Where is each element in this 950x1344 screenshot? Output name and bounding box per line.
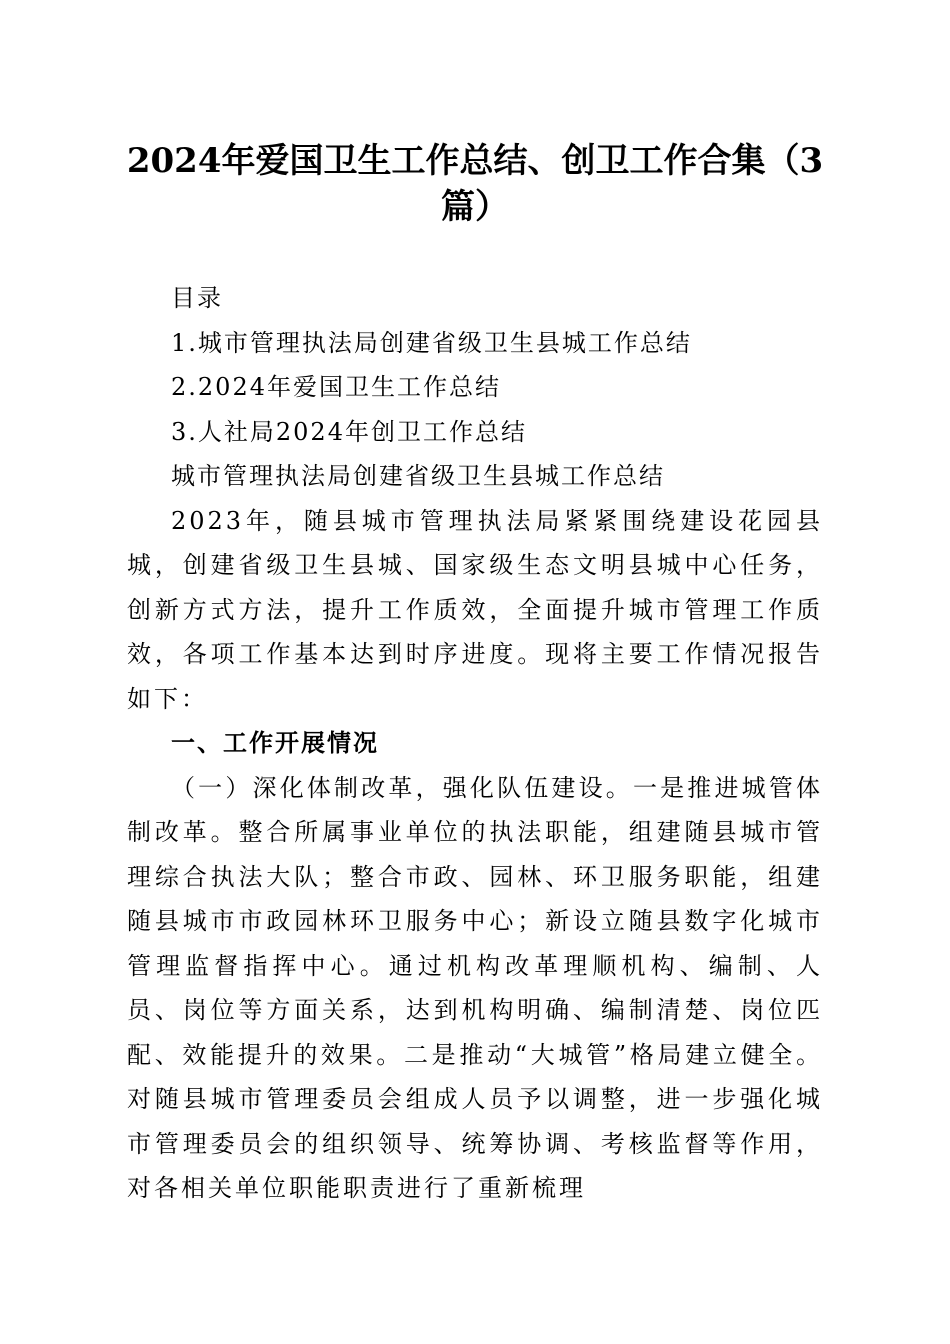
toc-item-1: 1.城市管理执法局创建省级卫生县城工作总结 [171,328,692,357]
heading-work-status: 一、工作开展情况 [171,729,379,757]
document-body [127,276,823,1211]
document-title: 2024年爱国卫生工作总结、创卫工作合集（3篇） [126,141,824,227]
section-title: 城市管理执法局创建省级卫生县城工作总结 [171,462,665,490]
toc-item-3: 3.人社局2024年创卫工作总结 [171,417,527,446]
toc-item-2: 2.2024年爱国卫生工作总结 [171,373,501,401]
paragraph-reform: （一）深化体制改革，强化队伍建设。一是推进城管体制改革。整合所属事业单位的执法职能，组建随县城市管理综合执法大队；整合市政、园林、环卫服务职能，组建随县城市市政园林环卫服务中心；新设立随县数字化城市管理监督指挥中心。通过机构改革理顺机构、编制、人员、岗位等方面关系，达到机构明确、编制清楚、岗位匹配、效能提升的效果。二是推动“大城管”格局建立健全。对随县城市管理委员会组成人员予以调整，进一步强化城市管理委员会的组织领导、统筹协调、考核监督等作用，对各相关单位职能职责进行了重新梳理 [127,773,823,1202]
intro-paragraph: 2023年，随县城市管理执法局紧紧围绕建设花园县城，创建省级卫生县城、国家级生态文明县城中心任务，创新方式方法，提升工作质效，全面提升城市管理工作质效，各项工作基本达到时序进度。现将主要工作情况报告如下： [127,506,823,713]
toc-heading: 目录 [171,284,223,312]
